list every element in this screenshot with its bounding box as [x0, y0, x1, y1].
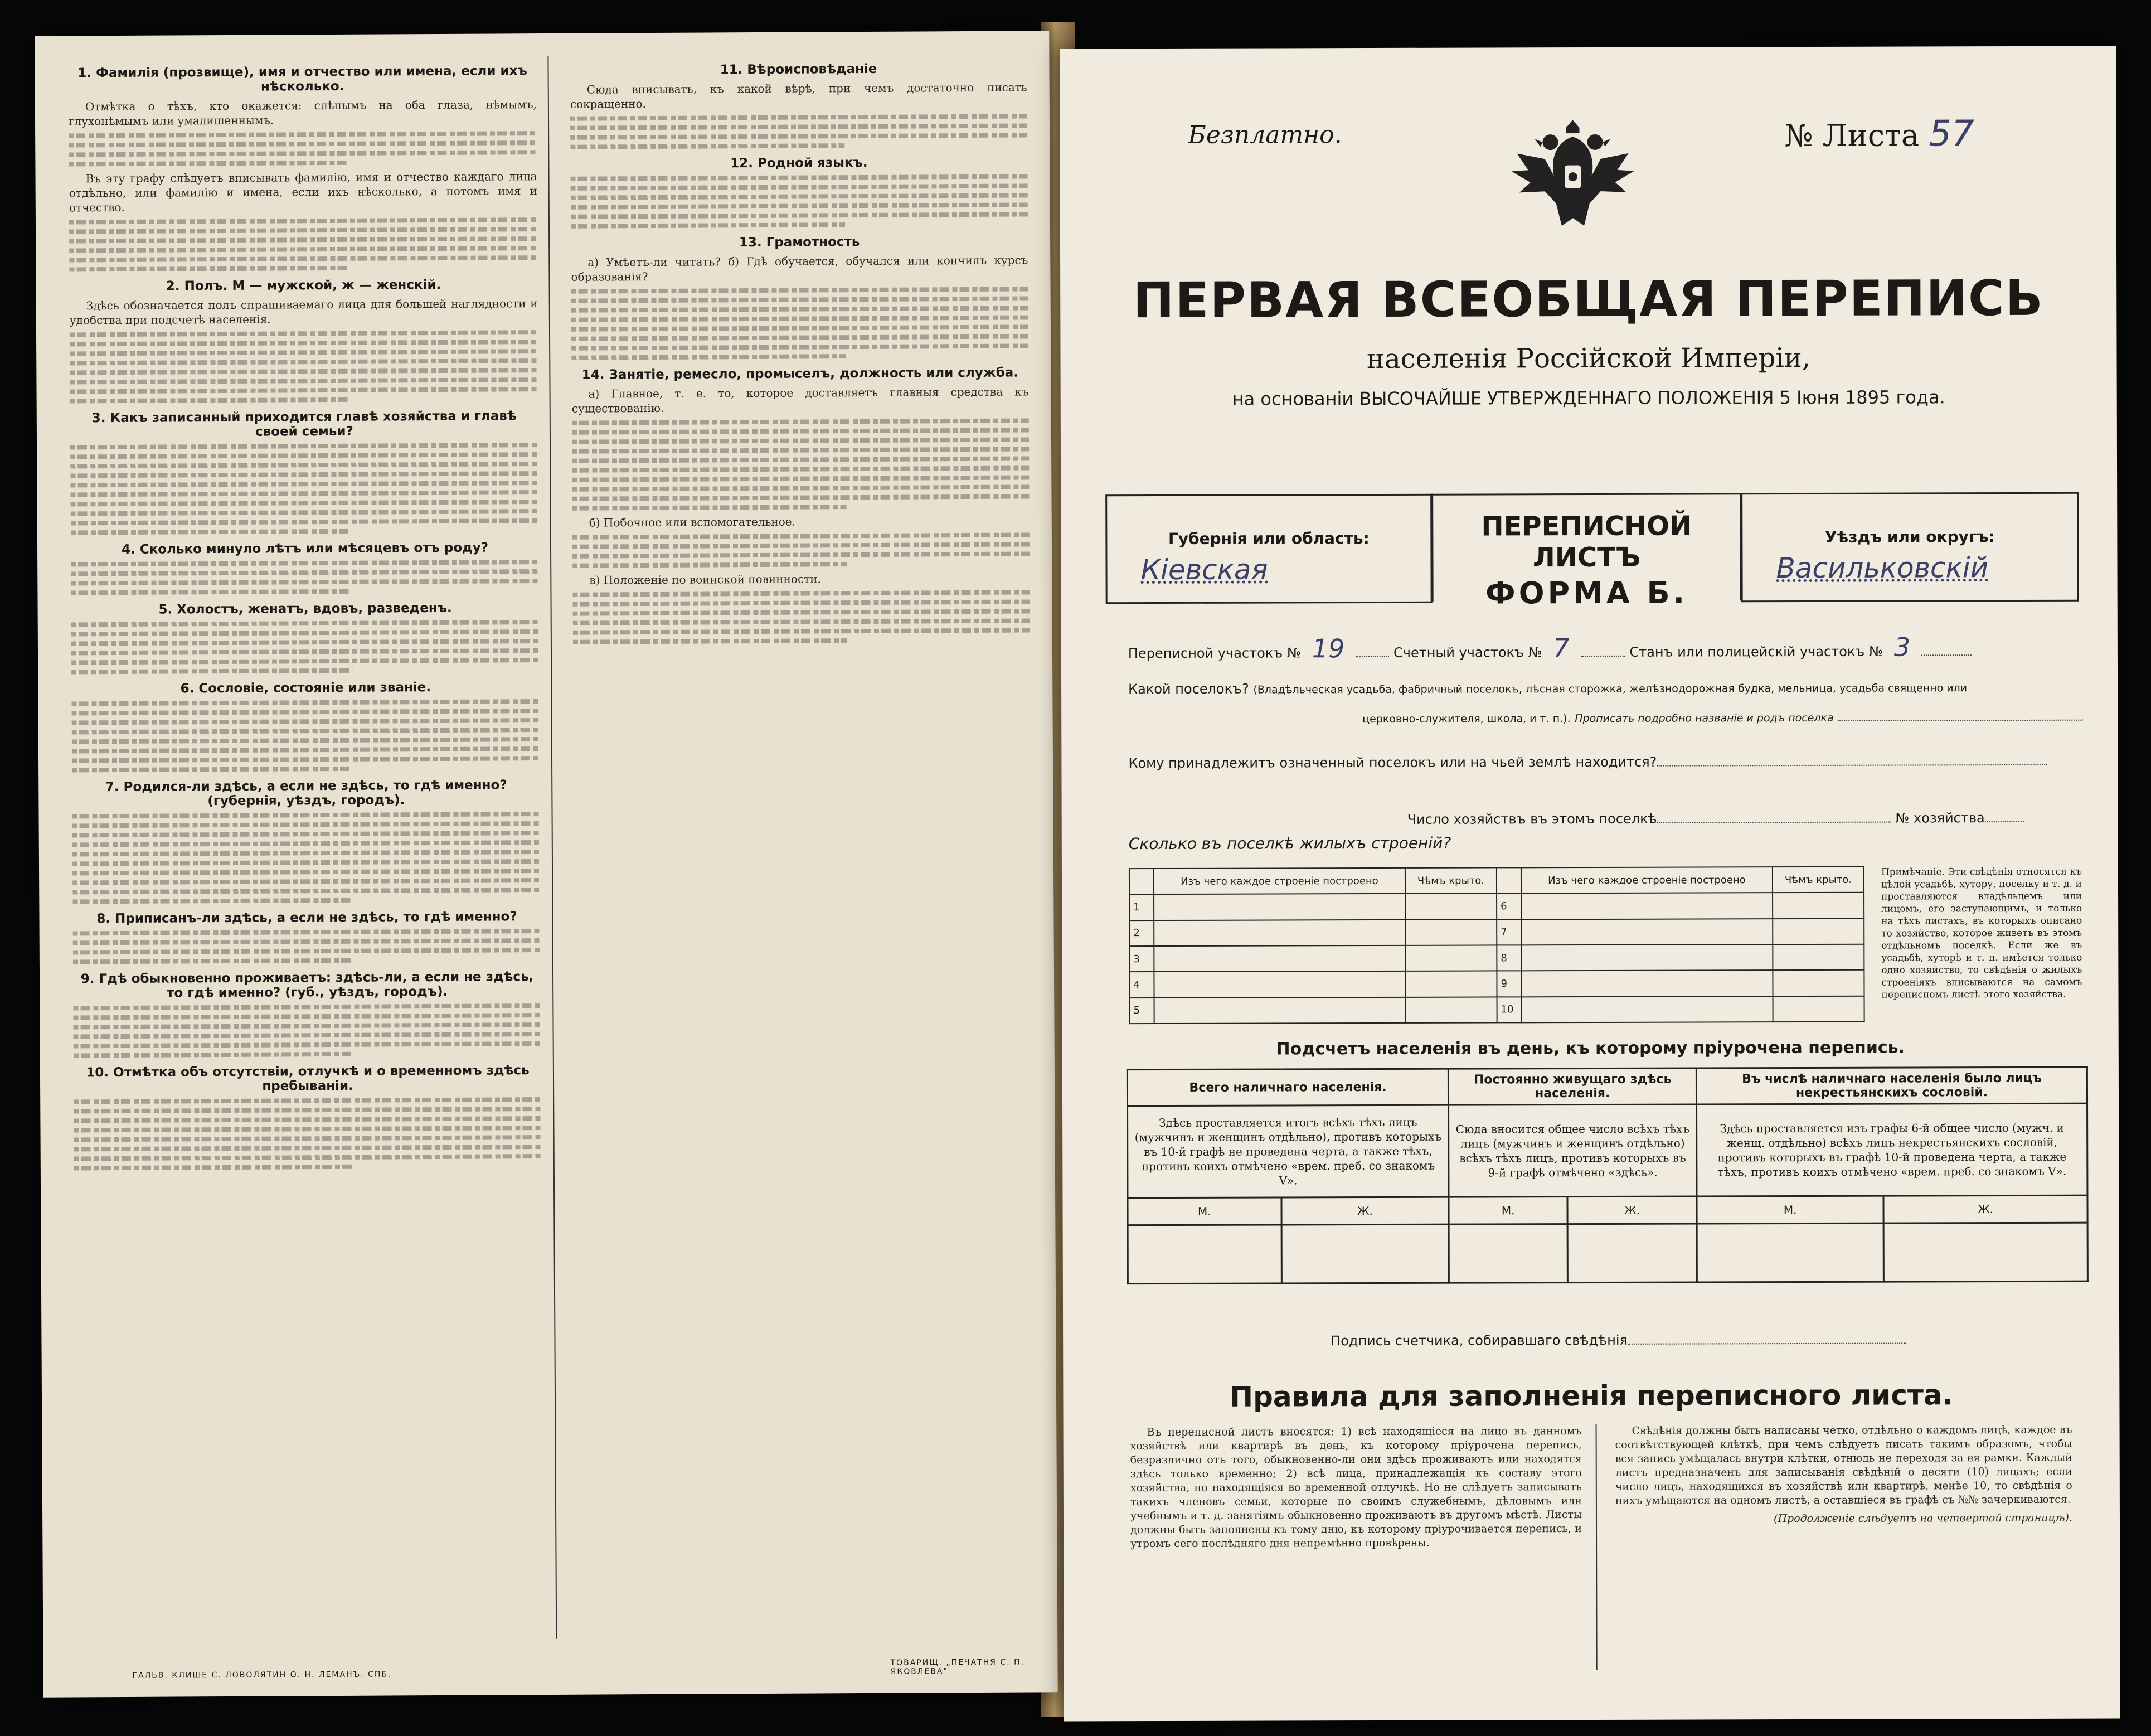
- district-label: Уѣздъ или округъ:: [1824, 527, 1995, 546]
- buildings-note: Примѣчаніе. Эти свѣдѣнія относятся къ цѣлой усадьбѣ, хутору, поселку и т. д. и проставляются владѣльцемъ или лицомъ, его заступающимъ, и только на тѣхъ листахъ, въ которыхъ описано то хозяйство, которое живетъ въ этомъ отдѣльномъ поселкѣ. Если же въ усадьбѣ, хуторѣ и т. п. имѣется только одно хозяйство, то свѣдѣнія о жилыхъ строеніяхъ вписываются на самомъ переписномъ листѣ этого хозяйства.: [1881, 866, 2082, 1001]
- census-form-page: [1060, 46, 2120, 1722]
- owner-label: Кому принадлежитъ означенный поселокъ или на чьей землѣ находится?: [1128, 754, 1657, 772]
- households-line: [1407, 810, 2024, 827]
- section-heading: 13. Грамотность: [739, 235, 860, 250]
- permanent-residents-header: Постоянно живущаго здѣсь населенія.: [1449, 1068, 1697, 1105]
- population-count-table: [1127, 1066, 2089, 1285]
- rules-column-1: [1130, 1424, 1582, 1555]
- settlement-hint-cont: церковно-служителя, школа, и т. п.).: [1362, 712, 1571, 726]
- illegible-text-block: [70, 330, 538, 403]
- section-heading: 5. Холостъ, женатъ, вдовъ, разведенъ.: [158, 600, 452, 617]
- illegible-text-block: [572, 590, 1030, 644]
- enumerator-signature: [1331, 1332, 1906, 1349]
- census-decree: на основаніи ВЫСОЧАЙШЕ УТВЕРЖДЕННАГО ПОЛОЖЕНІЯ 5 Іюня 1895 года.: [1232, 386, 1945, 410]
- section-heading: 9. Гдѣ обыкновенно проживаетъ: здѣсь-ли, а если не здѣсь, то гдѣ именно? (губ., уѣздъ, городъ).: [80, 969, 534, 1001]
- section-heading: 4. Сколько минуло лѣтъ или мѣсяцевъ отъ роду?: [121, 540, 489, 557]
- census-precinct-value: 19: [1312, 633, 1345, 664]
- rules-paragraph: Въ переписной листъ вносятся: 1) всѣ находящіеся на лицо въ данномъ хозяйствѣ или квартирѣ въ день, къ которому пріурочена перепись, безразлично отъ того, обыкновенно-ли они здѣсь проживаютъ или находятся здѣсь только временно; 2) всѣ лица, принадлежащія къ составу этого хозяйства, но находящіяся во временной отлучкѣ. Но не слѣдуетъ записывать такихъ членовъ семьи, которые по своимъ служебнымъ, дѣловымъ или учебнымъ и т. д. занятіямъ обыкновенно проживаютъ въ другомъ мѣстѣ. Листы должны быть заполнены къ тому дню, къ которому пріурочивается перепись, и утромъ сего послѣдняго дня непремѣнно провѣрены.: [1130, 1425, 1582, 1550]
- illegible-text-block: [70, 443, 539, 535]
- rules-title: Правила для заполненія переписного листа.: [1230, 1379, 1953, 1413]
- double-headed-eagle-icon: [1506, 109, 1640, 237]
- section-text: Здѣсь обозначается полъ спрашиваемаго лица для большей наглядности и удобства при подсчетѣ населенія.: [69, 297, 538, 327]
- sheet-number-label: № Листа: [1784, 118, 1920, 154]
- rules-divider: [1596, 1424, 1598, 1670]
- section-heading: 8. Приписанъ-ли здѣсь, а если не здѣсь, то гдѣ именно?: [96, 909, 517, 927]
- count-precinct-value: 7: [1553, 633, 1570, 663]
- printer-imprint-left: ГАЛЬВ. КЛИШЕ С. ЛОВОЛЯТИН О. Н. ЛЕМАНЪ. СПБ.: [132, 1670, 392, 1680]
- illegible-text-block: [69, 131, 537, 166]
- governorate-box: [1105, 494, 1433, 604]
- section-text: б) Побочное или вспомогательное.: [589, 515, 796, 530]
- signature-label: Подпись счетчика, собиравшаго свѣдѣнія: [1331, 1332, 1628, 1349]
- district-value: Васильковскій: [1776, 551, 1989, 585]
- population-count-title: Подсчетъ населенія въ день, къ которому пріурочена перепись.: [1276, 1037, 1905, 1059]
- sheet-number: [1784, 113, 1974, 155]
- form-title: ПЕРЕПИСНОЙ ЛИСТЪ: [1481, 510, 1692, 574]
- form-title-box: [1431, 493, 1742, 611]
- census-title: ПЕРВАЯ ВСЕОБЩАЯ ПЕРЕПИСЬ: [1133, 269, 2044, 329]
- police-precinct-label: Станъ или полицейскій участокъ №: [1629, 643, 1883, 660]
- section-heading: 7. Родился-ли здѣсь, а если не здѣсь, то гдѣ именно? (губернія, уѣздъ, городъ).: [105, 778, 507, 809]
- district-box: [1741, 492, 2079, 603]
- settlement-label: Какой поселокъ?: [1128, 681, 1249, 697]
- male-column: М.: [1449, 1197, 1567, 1225]
- table-row: 4 9: [1129, 970, 1864, 998]
- rules-column-2: [1615, 1423, 2072, 1526]
- table-row: 1 6: [1129, 893, 1864, 920]
- section-text: а) Умѣетъ-ли читать? б) Гдѣ обучается, обучался или кончилъ курсъ образованія?: [571, 253, 1028, 284]
- free-label: Безплатно.: [1188, 120, 1342, 149]
- buildings-material-header: Изъ чего каждое строеніе построено: [1521, 867, 1773, 894]
- section-heading: 3. Какъ записанный приходится главѣ хозяйства и главѣ своей семьи?: [91, 409, 517, 439]
- buildings-roof-header: Чѣмъ крыто.: [1773, 867, 1864, 893]
- section-heading: 2. Полъ. М — мужской, ж — женскій.: [166, 277, 441, 294]
- instructions-column-1: [68, 56, 542, 1175]
- table-row: 2 7: [1129, 918, 1864, 946]
- illegible-text-block: [73, 929, 541, 964]
- census-subtitle: населенія Россійской Имперіи,: [1366, 342, 1811, 375]
- section-heading: 10. Отмѣтка объ отсутствіи, отлучкѣ и о временномъ здѣсь пребываніи.: [86, 1063, 530, 1094]
- female-column: Ж.: [1883, 1195, 2087, 1223]
- total-present-header: Всего наличнаго населенія.: [1127, 1069, 1449, 1106]
- illegible-text-block: [69, 217, 537, 271]
- census-precinct-label: Переписной участокъ №: [1128, 645, 1301, 662]
- continued-note: (Продолженіе слѣдуетъ на четвертой страницѣ).: [1774, 1511, 2073, 1525]
- section-heading: 6. Сословіе, состояніе или званіе.: [180, 680, 431, 696]
- illegible-text-block: [571, 174, 1028, 228]
- non-peasant-explanation: Здѣсь проставляется изъ графы 6-й общее число (мужч. и женщ. отдѣльно) всѣхъ лицъ некрестьянскихъ сословій, противъ которыхъ въ графѣ 10-й проведена черта, а также тѣхъ, противъ коихъ отмѣчено «врем. преб. со знакомъ V».: [1697, 1103, 2087, 1196]
- table-row: 3 8: [1129, 944, 1864, 972]
- illegible-text-block: [74, 1097, 542, 1170]
- governorate-label: Губернія или область:: [1168, 529, 1370, 548]
- households-count-label: Число хозяйствъ въ этомъ поселкѣ: [1407, 811, 1657, 827]
- illegible-text-block: [572, 418, 1030, 510]
- column-divider: [547, 56, 557, 1639]
- count-precinct-label: Счетный участокъ №: [1393, 644, 1542, 661]
- rules-paragraph: Свѣдѣнія должны быть написаны четко, отдѣльно о каждомъ лицѣ, каждое въ соотвѣтствующей клѣткѣ, при чемъ слѣдуетъ писать такимъ образомъ, чтобы вся запись умѣщалась внутри клѣтки, отнюдь не переходя за ея рамки. Каждый листъ предназначенъ для записыванія свѣдѣній о десяти (10) лицахъ; если число лицъ, находящихся въ хозяйствѣ или квартирѣ, менѣе 10, то свѣдѣнія о нихъ умѣщаются на одномъ листѣ, а оставшіеся въ графѣ съ №№ зачеркиваются.: [1615, 1423, 2072, 1507]
- illegible-text-block: [73, 1003, 541, 1058]
- settlement-line: [1128, 679, 1967, 697]
- settlement-hint-line: [1362, 709, 2083, 726]
- section-text: а) Главное, т. е. то, которое доставляетъ главныя средства къ существованію.: [571, 385, 1029, 415]
- section-heading: 12. Родной языкъ.: [730, 155, 868, 171]
- section-heading: 11. Вѣроисповѣданіе: [720, 61, 877, 77]
- female-column: Ж.: [1281, 1197, 1449, 1225]
- settlement-hint: (Владѣльческая усадьба, фабричный поселокъ, лѣсная сторожка, желѣзнодорожная будка, мельница, усадьба священно или: [1253, 682, 1968, 696]
- section-heading: 14. Занятіе, ремесло, промыселъ, должность или служба.: [581, 365, 1019, 382]
- female-column: Ж.: [1567, 1196, 1697, 1224]
- police-precinct-value: 3: [1893, 632, 1911, 662]
- form-code: ФОРМА Б.: [1485, 575, 1688, 611]
- printer-imprint-right: ТОВАРИЩ. „ПЕЧАТНЯ С. П. ЯКОВЛЕВА": [890, 1657, 1025, 1676]
- section-text: Отмѣтка о тѣхъ, кто окажется: слѣпымъ на оба глаза, нѣмымъ, глухонѣмымъ или умалишеннымъ.: [68, 98, 537, 128]
- illegible-text-block: [71, 699, 540, 772]
- section-text: Въ эту графу слѣдуетъ вписывать фамилію, имя и отчество каждаго лица отдѣльно, или фамилію и имена, если ихъ нѣсколько, а потомъ имя и отчество.: [69, 169, 537, 215]
- illegible-text-block: [570, 114, 1027, 149]
- governorate-value: Кіевская: [1140, 553, 1268, 586]
- illegible-text-block: [71, 560, 539, 595]
- illegible-text-block: [571, 287, 1029, 360]
- section-text: Сюда вписывать, къ какой вѣрѣ, при чемъ достаточно писать сокращенно.: [570, 80, 1027, 111]
- buildings-line: Сколько въ поселкѣ жилыхъ строеній?: [1128, 833, 1451, 854]
- illegible-text-block: [72, 812, 541, 904]
- total-present-explanation: Здѣсь проставляется итогъ всѣхъ тѣхъ лицъ (мужчинъ и женщинъ отдѣльно), противъ которыхъ въ 10-й графѣ не проведена черта, а также тѣхъ, противъ коихъ отмѣчено «врем. преб. со знакомъ V».: [1128, 1105, 1449, 1198]
- illegible-text-block: [71, 620, 540, 674]
- instructions-column-2: [570, 53, 1030, 649]
- sheet-number-handwritten: 57: [1929, 113, 1974, 155]
- non-peasant-header: Въ числѣ наличнаго населенія было лицъ некрестьянскихъ сословій.: [1696, 1067, 2087, 1104]
- section-heading: 1. Фамилія (прозвище), имя и отчество или имена, если ихъ нѣсколько.: [77, 64, 527, 94]
- illegible-text-block: [572, 532, 1030, 568]
- male-column: М.: [1128, 1197, 1281, 1225]
- buildings-material-header: Изъ чего каждое строеніе построено: [1154, 868, 1405, 895]
- precinct-line: [1128, 632, 1972, 664]
- section-text: в) Положеніе по воинской повинности.: [589, 572, 821, 587]
- owner-line: [1128, 753, 2047, 771]
- permanent-residents-explanation: Сюда вносится общее число всѣхъ тѣхъ лицъ (мужчинъ и женщинъ отдѣльно) всѣхъ тѣхъ лицъ, противъ которыхъ въ 9-й графѣ отмѣчено «здѣсь».: [1449, 1104, 1697, 1197]
- settlement-instruction: Прописать подробно названіе и родъ поселка: [1575, 711, 1834, 725]
- left-page: [35, 31, 1058, 1697]
- male-column: М.: [1697, 1196, 1883, 1224]
- table-row: 5 10: [1130, 996, 1864, 1024]
- buildings-table: [1129, 866, 1865, 1024]
- household-number-label: № хозяйства: [1895, 810, 1985, 826]
- buildings-roof-header: Чѣмъ крыто.: [1405, 867, 1497, 894]
